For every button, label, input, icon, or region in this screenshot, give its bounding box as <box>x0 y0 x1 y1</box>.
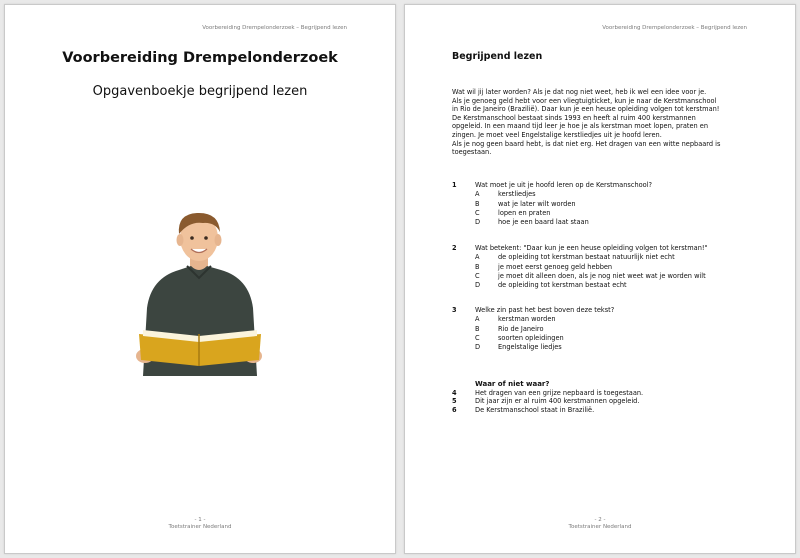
document-page-2 <box>404 4 796 554</box>
question-2 <box>452 244 708 290</box>
answer-option <box>452 209 652 218</box>
passage-line: toegestaan. <box>452 148 492 157</box>
question-number: 4 <box>452 388 457 397</box>
true-false-item <box>452 389 643 398</box>
answer-option <box>452 325 614 334</box>
option-letter: A <box>475 315 480 324</box>
question-number: 3 <box>452 306 457 314</box>
boy-reading-book-photo <box>131 208 267 378</box>
footer-organization: Toetstrainer Nederland <box>168 524 232 530</box>
option-letter: D <box>475 343 481 352</box>
answer-option <box>452 334 614 343</box>
option-text: lopen en praten <box>498 208 551 217</box>
passage-line: Als je genoeg geld hebt voor een vliegtuigticket, kun je naar de Kerstmanschool <box>452 96 717 105</box>
answer-option <box>452 343 614 352</box>
answer-option <box>452 200 652 209</box>
page-footer <box>405 517 795 531</box>
statement-text: De Kerstmanschool staat in Brazilië. <box>475 405 595 414</box>
question-text: Wat betekent: "Daar kun je een heuse opleiding volgen tot kerstman!" <box>475 244 708 252</box>
option-text: de opleiding tot kerstman bestaat natuurlijk niet echt <box>498 253 675 262</box>
question-text: Welke zin past het best boven deze tekst? <box>475 306 615 314</box>
option-text: je moet eerst genoeg geld hebben <box>498 262 613 271</box>
option-letter: B <box>475 262 480 271</box>
reading-passage <box>452 88 757 157</box>
passage-line: Wat wil jij later worden? Als je dat nog niet weet, heb ik wel een idee voor je. <box>452 88 707 96</box>
footer-organization: Toetstrainer Nederland <box>568 524 632 530</box>
option-text: soorten opleidingen <box>498 333 564 342</box>
answer-option <box>452 190 652 199</box>
document-page-1 <box>4 4 396 554</box>
question-number: 5 <box>452 397 457 406</box>
page-footer <box>5 517 395 531</box>
section-title: Begrijpend lezen <box>452 51 543 62</box>
option-letter: C <box>475 333 480 342</box>
option-letter: C <box>475 271 480 280</box>
true-false-heading: Waar of niet waar? <box>475 380 550 388</box>
option-letter: B <box>475 324 480 333</box>
option-text: wat je later wilt worden <box>498 199 576 208</box>
statement-text: Het dragen van een grijze nepbaard is toegestaan. <box>475 388 644 397</box>
statement-text: Dit jaar zijn er al ruim 400 kerstmannen opgeleid. <box>475 397 640 406</box>
option-text: kerstman worden <box>498 315 556 324</box>
option-text: hoe je een baard laat staan <box>498 218 589 227</box>
option-letter: A <box>475 190 480 199</box>
answer-option <box>452 253 708 262</box>
option-text: Rio de Janeiro <box>498 324 544 333</box>
answer-option <box>452 272 708 281</box>
true-false-item <box>452 397 643 406</box>
answer-option <box>452 281 708 290</box>
question-number: 1 <box>452 181 457 189</box>
option-text: Engelstalige liedjes <box>498 343 562 352</box>
answer-option <box>452 218 652 227</box>
option-text: je moet dit alleen doen, als je nog niet weet wat je worden wilt <box>498 271 706 280</box>
question-1 <box>452 181 652 227</box>
question-text: Wat moet je uit je hoofd leren op de Kerstmanschool? <box>475 181 653 189</box>
true-false-item <box>452 406 643 415</box>
running-header: Voorbereiding Drempelonderzoek – Begrijpend lezen <box>602 25 747 31</box>
passage-line: De Kerstmanschool bestaat sinds 1993 en heeft al ruim 400 kerstmannen <box>452 113 696 122</box>
option-letter: B <box>475 199 480 208</box>
option-text: kerstliedjes <box>498 190 536 199</box>
page-number: - 2 - <box>594 517 606 523</box>
document-title: Voorbereiding Drempelonderzoek <box>62 50 338 66</box>
question-number: 6 <box>452 405 457 414</box>
passage-line: zingen. Je moet veel Engelstalige kerstliedjes uit je hoofd leren. <box>452 130 662 139</box>
option-letter: C <box>475 208 480 217</box>
true-false-section <box>452 380 643 414</box>
passage-line: in Rio de Janeiro (Brazilië). Daar kun je een heuse opleiding volgen tot kerstman! <box>452 105 720 114</box>
answer-option <box>452 263 708 272</box>
option-letter: D <box>475 218 481 227</box>
passage-line: opgeleid. In een maand tijd leer je hoe je als kerstman moet lopen, praten en <box>452 122 709 131</box>
page-number: - 1 - <box>194 517 206 523</box>
option-letter: A <box>475 253 480 262</box>
answer-option <box>452 315 614 324</box>
document-subtitle: Opgavenboekje begrijpend lezen <box>92 84 308 99</box>
running-header: Voorbereiding Drempelonderzoek – Begrijpend lezen <box>202 25 347 31</box>
passage-line: Als je nog geen baard hebt, is dat niet erg. Het dragen van een witte nepbaard is <box>452 139 721 148</box>
option-text: de opleiding tot kerstman bestaat echt <box>498 281 627 290</box>
question-number: 2 <box>452 244 457 252</box>
option-letter: D <box>475 281 481 290</box>
question-3 <box>452 306 614 352</box>
